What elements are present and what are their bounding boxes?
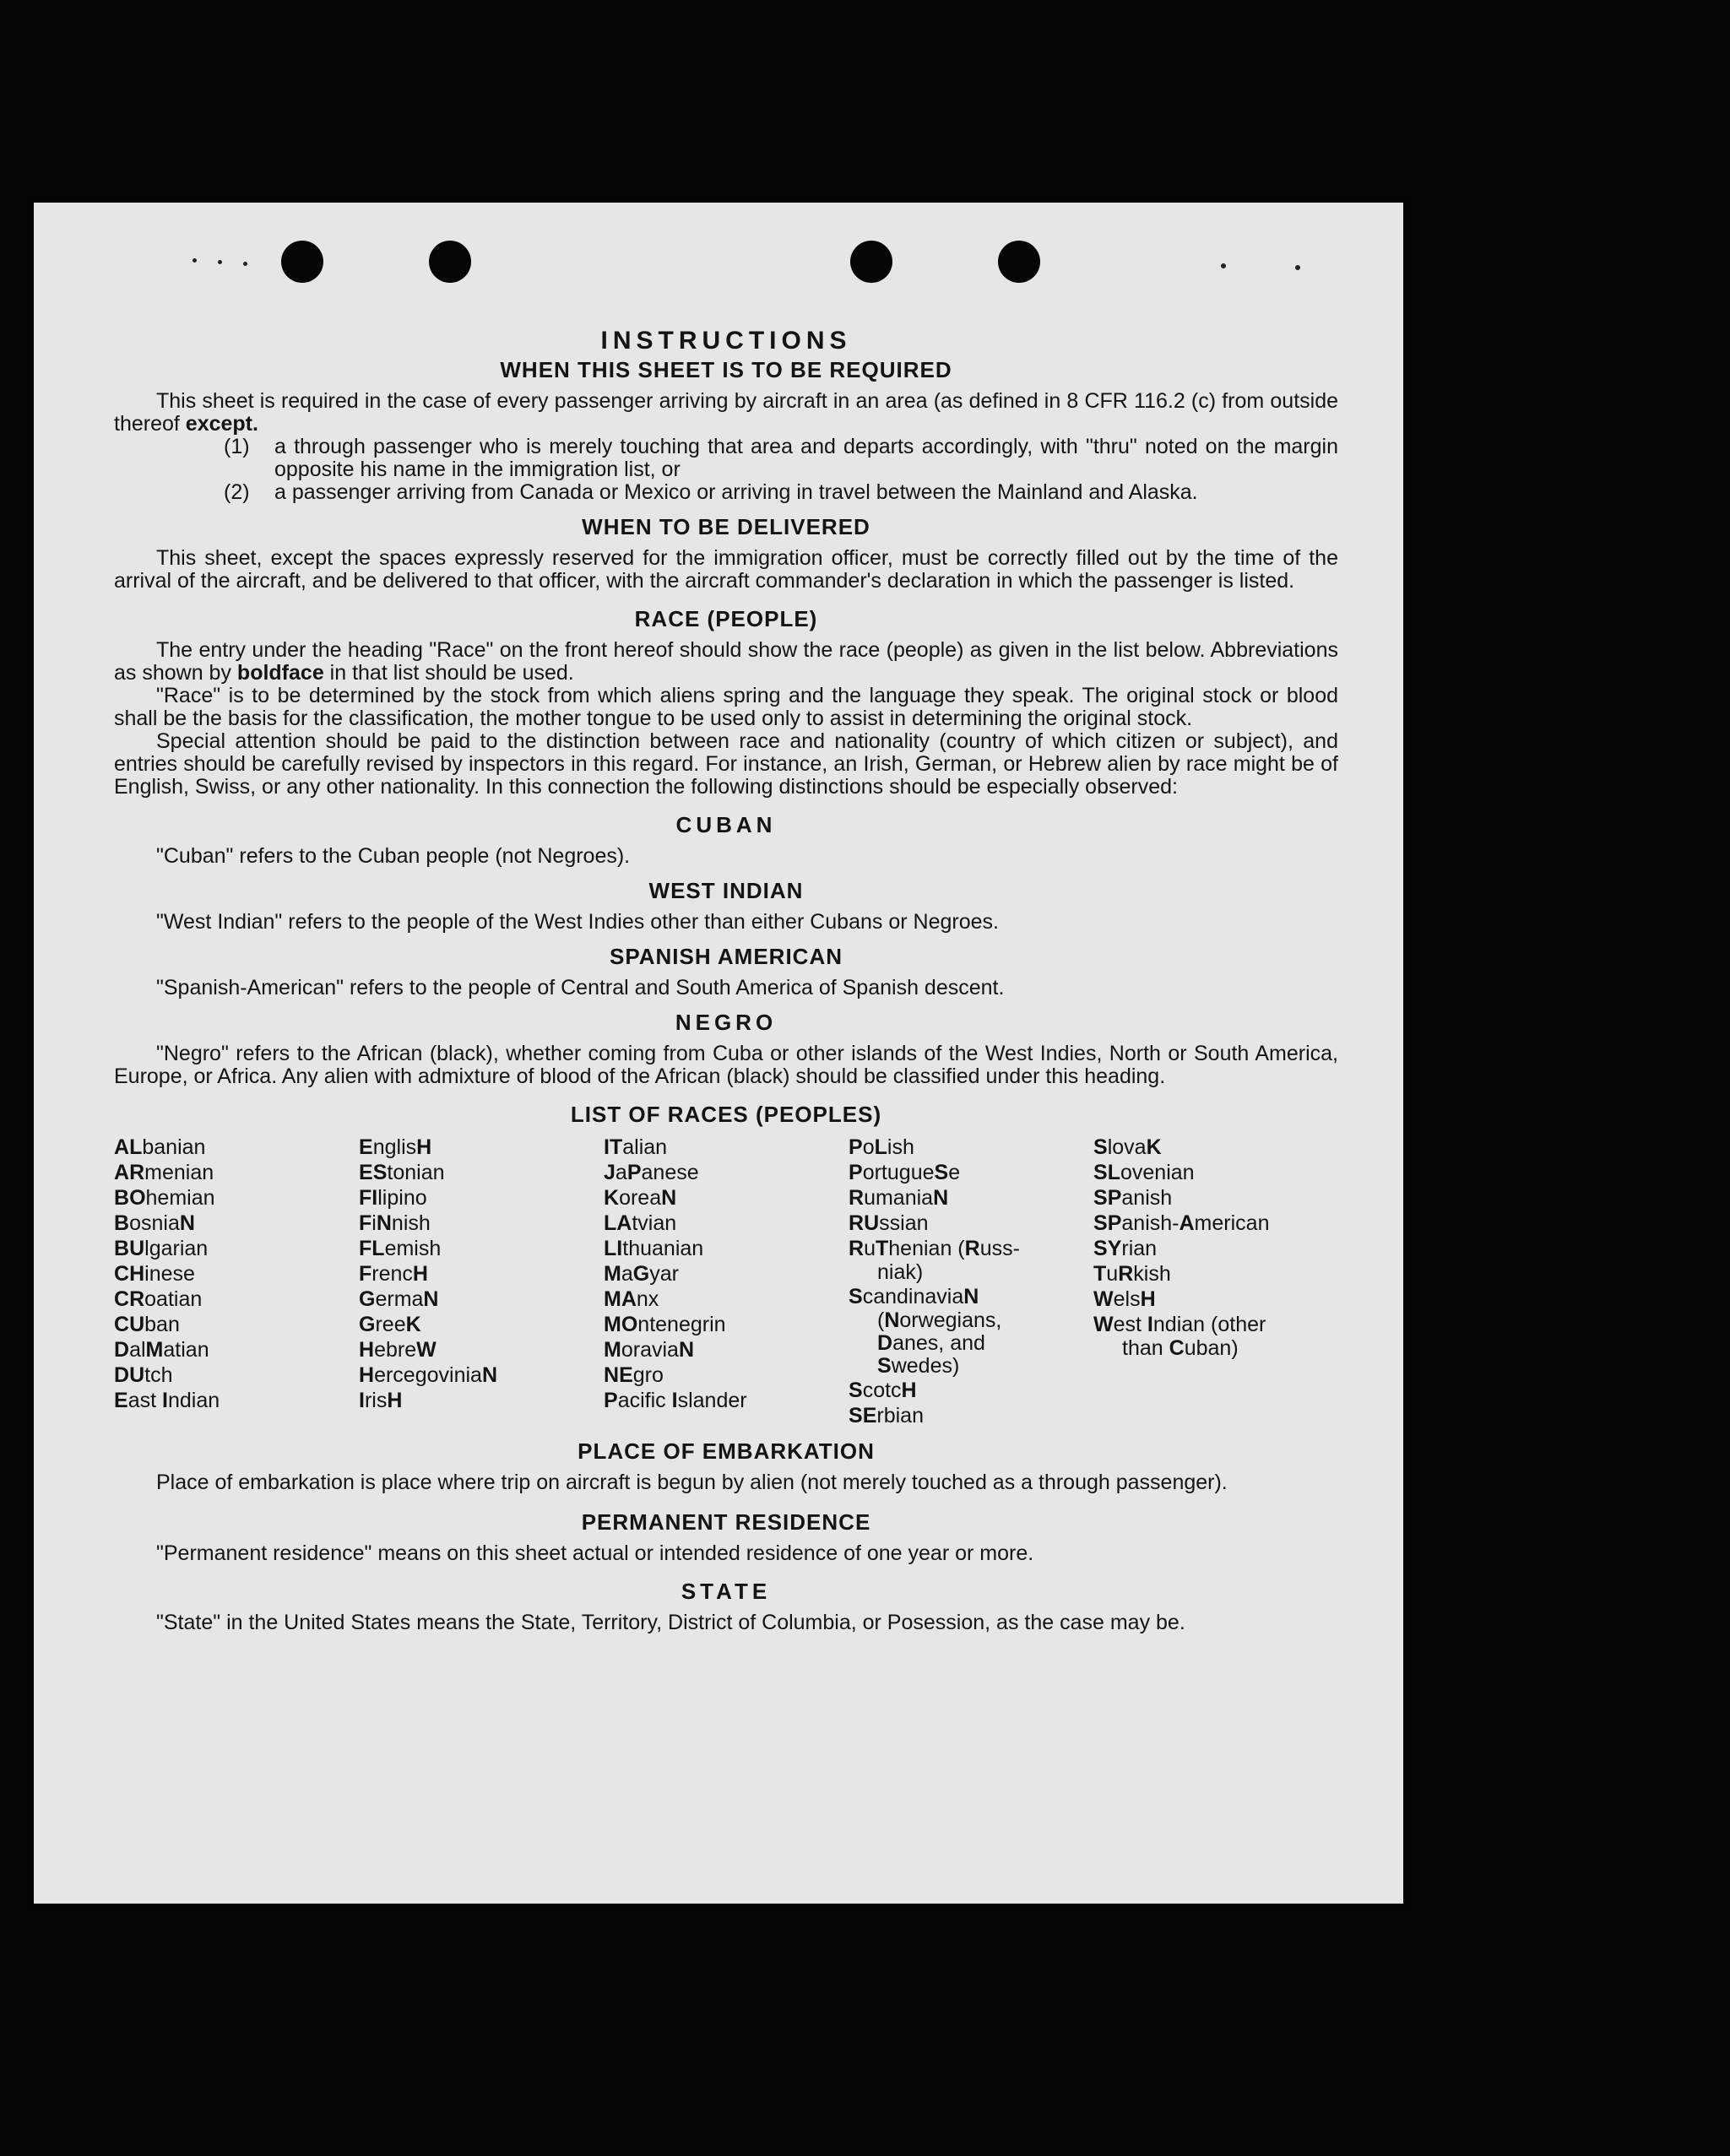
race-entry: DUtch [114, 1363, 173, 1387]
race-entry: DalMatian [114, 1338, 209, 1362]
list-of-races-heading: LIST OF RACES (PEOPLES) [570, 1102, 882, 1127]
dust-speck [1295, 265, 1300, 270]
race-entry: RUssian [849, 1211, 929, 1235]
cuban-text: "Cuban" refers to the Cuban people (not Negroes). [156, 844, 631, 868]
residence-heading: PERMANENT RESIDENCE [581, 1509, 871, 1535]
race-heading: RACE (PEOPLE) [634, 606, 818, 631]
race-entry: FrencH [359, 1262, 428, 1286]
race-entry: RumaniaN [849, 1186, 949, 1210]
race-entry: East Indian [114, 1389, 220, 1412]
race-entry: than Cuban) [1122, 1336, 1239, 1360]
race-entry: niak) [877, 1260, 924, 1284]
race-entry: ITalian [604, 1135, 668, 1159]
when-required-intro: This sheet is required in the case of every passenger arriving by aircraft in an area (as defined in 8 CFR 116.2 (c) from outside thereof except. [114, 389, 1338, 436]
list-item: (2) a passenger arriving from Canada or Mexico or arriving in travel between the Mainland and Alaska. [224, 480, 1198, 504]
race-paragraph: The entry under the heading "Race" on the front hereof should show the race (people) as given in the list below. Abbreviations as shown by boldface in that list should be used. [114, 638, 1338, 685]
race-entry: GermaN [359, 1287, 439, 1311]
punch-hole [281, 241, 323, 283]
race-entry: LIthuanian [604, 1237, 704, 1260]
negro-heading: NEGRO [675, 1010, 778, 1035]
spanish-american-heading: SPANISH AMERICAN [609, 944, 843, 969]
page-title: INSTRUCTIONS [600, 327, 852, 355]
race-entry: FiNnish [359, 1211, 431, 1235]
dust-speck [1221, 263, 1226, 268]
race-entry: Pacific Islander [604, 1389, 747, 1412]
races-column [1093, 1135, 1338, 1428]
race-paragraph: "Race" is to be determined by the stock from which aliens spring and the language they speak. The original stock or blood shall be the basis for the classification, the mother tongue to be used only to assist in determining the original stock. [114, 684, 1338, 730]
west-indian-text: "West Indian" refers to the people of the West Indies other than either Cubans or Negroes. [156, 910, 999, 934]
race-entry: Danes, and [877, 1331, 985, 1355]
races-column [114, 1135, 359, 1428]
punch-hole [998, 241, 1040, 283]
race-entry: SYrian [1093, 1237, 1158, 1260]
race-entry: JaPanese [604, 1161, 699, 1184]
races-column [604, 1135, 849, 1428]
race-entry: NEgro [604, 1363, 664, 1387]
instructions-body [114, 329, 1338, 1634]
race-entry: RuThenian (Russ- [849, 1237, 1020, 1260]
punch-hole [850, 241, 892, 283]
negro-text: "Negro" refers to the African (black), whether coming from Cuba or other islands of the West Indies, North or South America, Europe, or Africa. Any alien with admixture of blood of the African (black) should be classified under this heading. [114, 1042, 1338, 1088]
race-entry: CRoatian [114, 1287, 203, 1311]
when-delivered-heading: WHEN TO BE DELIVERED [582, 514, 870, 539]
race-entry: ScotcH [849, 1379, 917, 1402]
race-entry: FIlipino [359, 1186, 427, 1210]
races-table [114, 1135, 1338, 1428]
race-entry: BOhemian [114, 1186, 215, 1210]
punch-hole [429, 241, 471, 283]
race-entry: LAtvian [604, 1211, 677, 1235]
race-entry: MoraviaN [604, 1338, 694, 1362]
when-required-heading: WHEN THIS SHEET IS TO BE REQUIRED [500, 357, 952, 382]
race-entry: MaGyar [604, 1262, 679, 1286]
race-entry: EnglisH [359, 1135, 432, 1159]
race-entry: SlovaK [1093, 1135, 1162, 1159]
race-entry: TuRkish [1093, 1262, 1171, 1286]
race-entry: West Indian (other [1093, 1313, 1266, 1336]
spanish-american-text: "Spanish-American" refers to the people of Central and South America of Spanish descent. [156, 976, 1005, 999]
race-entry: SPanish-American [1093, 1211, 1270, 1235]
embarkation-heading: PLACE OF EMBARKATION [578, 1438, 875, 1464]
race-entry: FLemish [359, 1237, 442, 1260]
race-entry: MAnx [604, 1287, 659, 1311]
when-delivered-text: This sheet, except the spaces expressly reserved for the immigration officer, must be correctly filled out by the time of the arrival of the aircraft, and be delivered to that officer, with the aircraft commander's declaration in which the passenger is listed. [114, 546, 1338, 593]
embarkation-text: Place of embarkation is place where trip on aircraft is begun by alien (not merely touched as a through passenger). [156, 1471, 1228, 1494]
document-sheet [34, 203, 1403, 1904]
race-entry: ALbanian [114, 1135, 206, 1159]
race-entry: GreeK [359, 1313, 421, 1336]
race-entry: Swedes) [877, 1354, 960, 1378]
races-column [849, 1135, 1093, 1428]
race-entry: SErbian [849, 1404, 924, 1427]
state-text: "State" in the United States means the State, Territory, District of Columbia, or Posession, as the case may be. [156, 1611, 1185, 1634]
race-entry: (Norwegians, [877, 1308, 1002, 1332]
race-entry: KoreaN [604, 1186, 677, 1210]
race-entry: ScandinaviaN [849, 1285, 979, 1308]
race-entry: BosniaN [114, 1211, 195, 1235]
west-indian-heading: WEST INDIAN [648, 878, 804, 903]
race-entry: WelsH [1093, 1287, 1156, 1311]
race-entry: BUlgarian [114, 1237, 209, 1260]
state-heading: STATE [681, 1579, 772, 1604]
race-entry: CUban [114, 1313, 180, 1336]
race-entry: CHinese [114, 1262, 195, 1286]
races-column [359, 1135, 604, 1428]
residence-text: "Permanent residence" means on this sheet actual or intended residence of one year or more. [156, 1541, 1034, 1565]
race-entry: MOntenegrin [604, 1313, 726, 1336]
list-item: (1) a through passenger who is merely touching that area and departs accordingly, with "thru" noted on the margin opposite his name in the immigration list, or [224, 435, 1338, 481]
race-entry: EStonian [359, 1161, 445, 1184]
dust-speck [193, 258, 197, 263]
race-entry: PortugueSe [849, 1161, 961, 1184]
dust-speck [243, 262, 247, 266]
race-entry: HercegoviniaN [359, 1363, 498, 1387]
race-entry: IrisH [359, 1389, 403, 1412]
race-entry: SLovenian [1093, 1161, 1195, 1184]
race-entry: HebreW [359, 1338, 437, 1362]
cuban-heading: CUBAN [675, 812, 777, 837]
race-entry: SPanish [1093, 1186, 1173, 1210]
race-entry: PoLish [849, 1135, 914, 1159]
dust-speck [218, 260, 222, 264]
race-entry: ARmenian [114, 1161, 214, 1184]
race-paragraph: Special attention should be paid to the distinction between race and nationality (country of which citizen or subject), and entries should be carefully revised by inspectors in this regard. For instance, an Irish, German, or Hebrew alien by race might be of English, Swiss, or any other nationality. In this connection the following distinctions should be especially observed: [114, 729, 1338, 799]
